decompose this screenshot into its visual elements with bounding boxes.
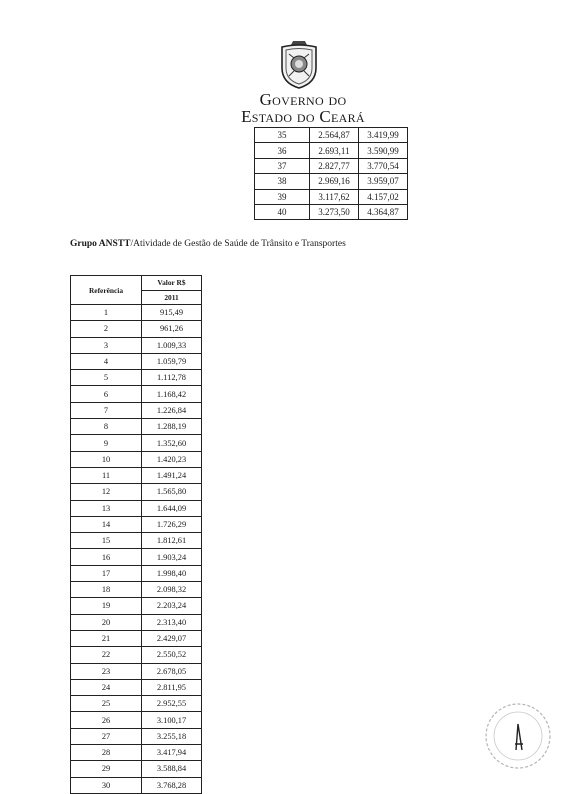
value-cell: 2.678,05 bbox=[142, 663, 202, 679]
table-row bbox=[255, 158, 408, 173]
table-row bbox=[255, 204, 408, 219]
reference-cell: 35 bbox=[255, 128, 310, 143]
reference-cell: 24 bbox=[71, 679, 142, 695]
group-code: Grupo ANSTT bbox=[70, 239, 131, 249]
value-cell: 3.100,17 bbox=[142, 712, 202, 728]
header-reference: Referência bbox=[71, 276, 142, 305]
reference-cell: 14 bbox=[71, 516, 142, 532]
value-cell: 2.693,11 bbox=[310, 143, 359, 158]
value-cell: 1.226,84 bbox=[142, 402, 202, 418]
header-line-1: Governo do bbox=[259, 90, 347, 109]
reference-cell: 3 bbox=[71, 337, 142, 353]
value-cell: 1.565,80 bbox=[142, 484, 202, 500]
table-row bbox=[71, 516, 202, 532]
reference-cell: 16 bbox=[71, 549, 142, 565]
reference-cell: 5 bbox=[71, 370, 142, 386]
reference-cell: 38 bbox=[255, 174, 310, 189]
reference-cell: 20 bbox=[71, 614, 142, 630]
protocol-stamp-icon bbox=[482, 700, 554, 772]
reference-cell: 12 bbox=[71, 484, 142, 500]
value-cell: 3.590,99 bbox=[359, 143, 408, 158]
value-cell: 1.491,24 bbox=[142, 467, 202, 483]
table-row bbox=[71, 467, 202, 483]
value-cell: 3.959,07 bbox=[359, 174, 408, 189]
value-cell: 3.417,94 bbox=[142, 745, 202, 761]
value-cell: 3.588,84 bbox=[142, 761, 202, 777]
table-row bbox=[71, 598, 202, 614]
salary-table bbox=[70, 275, 202, 794]
value-cell: 961,26 bbox=[142, 321, 202, 337]
value-cell: 3.419,99 bbox=[359, 128, 408, 143]
value-cell: 2.564,87 bbox=[310, 128, 359, 143]
value-cell: 2.952,55 bbox=[142, 696, 202, 712]
reference-cell: 15 bbox=[71, 533, 142, 549]
reference-cell: 19 bbox=[71, 598, 142, 614]
table-row bbox=[71, 402, 202, 418]
reference-cell: 1 bbox=[71, 305, 142, 321]
reference-cell: 25 bbox=[71, 696, 142, 712]
table-row bbox=[71, 305, 202, 321]
reference-cell: 18 bbox=[71, 582, 142, 598]
table-row bbox=[71, 451, 202, 467]
table-row bbox=[71, 549, 202, 565]
value-cell: 2.203,24 bbox=[142, 598, 202, 614]
state-coat-of-arms-icon bbox=[276, 38, 322, 90]
table-row bbox=[71, 679, 202, 695]
value-cell: 2.550,52 bbox=[142, 647, 202, 663]
table-row bbox=[255, 189, 408, 204]
value-cell: 3.273,50 bbox=[310, 204, 359, 219]
table-row bbox=[71, 419, 202, 435]
reference-cell: 30 bbox=[71, 777, 142, 793]
table-row bbox=[71, 353, 202, 369]
value-cell: 915,49 bbox=[142, 305, 202, 321]
group-description: /Atividade de Gestão de Saúde de Trânsito e Transportes bbox=[130, 239, 346, 249]
header-line-2: Estado do Ceará bbox=[241, 107, 365, 126]
reference-cell: 9 bbox=[71, 435, 142, 451]
reference-cell: 37 bbox=[255, 158, 310, 173]
table-row bbox=[255, 174, 408, 189]
value-cell: 1.812,61 bbox=[142, 533, 202, 549]
value-cell: 1.998,40 bbox=[142, 565, 202, 581]
table-row bbox=[71, 582, 202, 598]
value-cell: 1.288,19 bbox=[142, 419, 202, 435]
reference-cell: 22 bbox=[71, 647, 142, 663]
reference-cell: 27 bbox=[71, 728, 142, 744]
reference-cell: 8 bbox=[71, 419, 142, 435]
reference-cell: 2 bbox=[71, 321, 142, 337]
value-cell: 4.364,87 bbox=[359, 204, 408, 219]
value-cell: 2.313,40 bbox=[142, 614, 202, 630]
table-row bbox=[71, 696, 202, 712]
group-title bbox=[70, 239, 346, 249]
value-cell: 2.969,16 bbox=[310, 174, 359, 189]
table-row bbox=[71, 370, 202, 386]
value-cell: 2.098,32 bbox=[142, 582, 202, 598]
reference-cell: 40 bbox=[255, 204, 310, 219]
table-row bbox=[71, 484, 202, 500]
table-row bbox=[71, 614, 202, 630]
table-row bbox=[71, 533, 202, 549]
table-row bbox=[71, 435, 202, 451]
reference-cell: 36 bbox=[255, 143, 310, 158]
government-header bbox=[223, 91, 383, 125]
value-cell: 1.420,23 bbox=[142, 451, 202, 467]
table-row bbox=[71, 761, 202, 777]
value-cell: 3.770,54 bbox=[359, 158, 408, 173]
reference-cell: 26 bbox=[71, 712, 142, 728]
reference-cell: 28 bbox=[71, 745, 142, 761]
value-cell: 1.644,09 bbox=[142, 500, 202, 516]
value-cell: 1.009,33 bbox=[142, 337, 202, 353]
table-row bbox=[71, 630, 202, 646]
table-row bbox=[71, 500, 202, 516]
table-row bbox=[71, 337, 202, 353]
header-value: Valor R$ bbox=[142, 276, 202, 291]
continuation-table bbox=[254, 127, 408, 220]
value-cell: 1.059,79 bbox=[142, 353, 202, 369]
reference-cell: 10 bbox=[71, 451, 142, 467]
reference-cell: 6 bbox=[71, 386, 142, 402]
table-row bbox=[255, 128, 408, 143]
table-row bbox=[71, 565, 202, 581]
reference-cell: 29 bbox=[71, 761, 142, 777]
value-cell: 3.117,62 bbox=[310, 189, 359, 204]
table-row bbox=[255, 143, 408, 158]
header-year: 2011 bbox=[142, 290, 202, 305]
reference-cell: 7 bbox=[71, 402, 142, 418]
table-row bbox=[71, 728, 202, 744]
value-cell: 4.157,02 bbox=[359, 189, 408, 204]
value-cell: 1.903,24 bbox=[142, 549, 202, 565]
table-row bbox=[71, 745, 202, 761]
value-cell: 1.168,42 bbox=[142, 386, 202, 402]
value-cell: 1.112,78 bbox=[142, 370, 202, 386]
table-row bbox=[71, 321, 202, 337]
table-row bbox=[71, 386, 202, 402]
table-row bbox=[71, 712, 202, 728]
reference-cell: 4 bbox=[71, 353, 142, 369]
reference-cell: 11 bbox=[71, 467, 142, 483]
value-cell: 2.827,77 bbox=[310, 158, 359, 173]
value-cell: 1.352,60 bbox=[142, 435, 202, 451]
reference-cell: 17 bbox=[71, 565, 142, 581]
value-cell: 2.429,07 bbox=[142, 630, 202, 646]
value-cell: 2.811,95 bbox=[142, 679, 202, 695]
value-cell: 1.726,29 bbox=[142, 516, 202, 532]
reference-cell: 39 bbox=[255, 189, 310, 204]
table-row bbox=[71, 663, 202, 679]
reference-cell: 23 bbox=[71, 663, 142, 679]
value-cell: 3.768,28 bbox=[142, 777, 202, 793]
reference-cell: 21 bbox=[71, 630, 142, 646]
table-row bbox=[71, 647, 202, 663]
reference-cell: 13 bbox=[71, 500, 142, 516]
value-cell: 3.255,18 bbox=[142, 728, 202, 744]
